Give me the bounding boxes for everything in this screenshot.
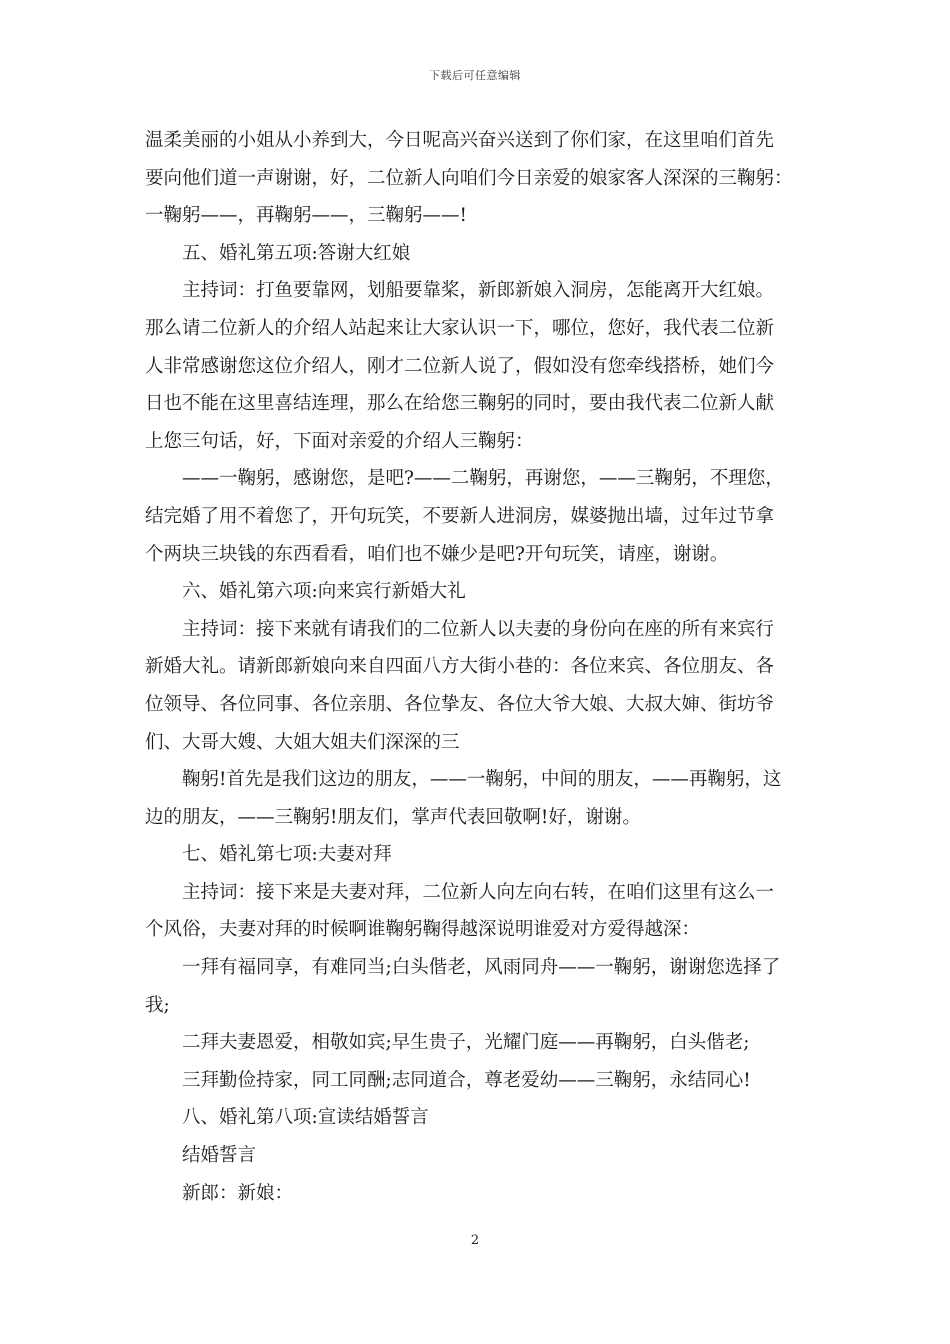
text-line: 新郎：新娘：	[182, 1182, 294, 1204]
text-line: 边的朋友，——三鞠躬!朋友们，掌声代表回敬啊!好，谢谢。	[145, 806, 641, 828]
text-line: 二拜夫妻恩爱，相敬如宾;早生贵子，光耀门庭——再鞠躬，白头偕老;	[182, 1032, 750, 1054]
text-line: 五、婚礼第五项:答谢大红娘	[182, 242, 411, 264]
text-line: 要向他们道一声谢谢，好，二位新人向咱们今日亲爱的娘家客人深深的三鞠躬：	[145, 167, 793, 189]
text-line: 七、婚礼第七项:夫妻对拜	[182, 844, 392, 866]
text-line: 鞠躬!首先是我们这边的朋友，——一鞠躬，中间的朋友，——再鞠躬，这	[182, 769, 782, 791]
text-line: 新婚大礼。请新郎新娘向来自四面八方大街小巷的：各位来宾、各位朋友、各	[145, 656, 775, 678]
text-line: 温柔美丽的小姐从小养到大，今日呢高兴奋兴送到了你们家，在这里咱们首先	[145, 130, 775, 151]
text-line: 我;	[145, 994, 170, 1016]
text-line: 主持词：接下来就有请我们的二位新人以夫妻的身份向在座的所有来宾行	[182, 618, 775, 640]
text-line: 那么请二位新人的介绍人站起来让大家认识一下，哪位，您好，我代表二位新	[145, 317, 775, 339]
text-line: 们、大哥大嫂、大姐大姐夫们深深的三	[145, 731, 460, 753]
text-line: 一拜有福同享，有难同当;白头偕老，风雨同舟——一鞠躬，谢谢您选择了	[182, 957, 781, 979]
page-number: 2	[470, 1233, 480, 1248]
page-header: 下载后可任意编辑	[429, 69, 521, 82]
text-line: ——一鞠躬，感谢您，是吧?——二鞠躬，再谢您，——三鞠躬，不理您，	[182, 468, 784, 490]
text-line: 主持词：接下来是夫妻对拜，二位新人向左向右转，在咱们这里有这么一	[182, 881, 775, 903]
text-line: 上您三句话，好，下面对亲爱的介绍人三鞠躬：	[145, 430, 534, 452]
text-line: 个两块三块钱的东西看看，咱们也不嫌少是吧?开句玩笑，请座，谢谢。	[145, 543, 729, 565]
text-line: 结婚誓言	[182, 1145, 257, 1167]
text-line: 主持词：打鱼要靠网，划船要靠桨，新郎新娘入洞房，怎能离开大红娘。	[182, 280, 775, 302]
text-line: 人非常感谢您这位介绍人，刚才二位新人说了，假如没有您牵线搭桥，她们今	[145, 355, 775, 377]
document-body	[145, 122, 813, 1212]
text-line: 六、婚礼第六项:向来宾行新婚大礼	[182, 581, 466, 603]
text-line: 日也不能在这里喜结连理，那么在给您三鞠躬的同时，要由我代表二位新人献	[145, 393, 775, 415]
text-line: 八、婚礼第八项:宣读结婚誓言	[182, 1107, 429, 1129]
text-line: 三拜勤俭持家，同工同酬;志同道合，尊老爱幼——三鞠躬，永结同心!	[182, 1069, 751, 1091]
text-line: 一鞠躬——，再鞠躬——，三鞠躬——!	[145, 205, 467, 227]
text-line: 个风俗，夫妻对拜的时候啊谁鞠躬鞠得越深说明谁爱对方爱得越深：	[145, 919, 701, 941]
text-line: 位领导、各位同事、各位亲朋、各位挚友、各位大爷大娘、大叔大婶、街坊爷	[145, 693, 775, 715]
text-line: 结完婚了用不着您了，开句玩笑，不要新人进洞房，媒婆抛出墙，过年过节拿	[145, 505, 775, 527]
